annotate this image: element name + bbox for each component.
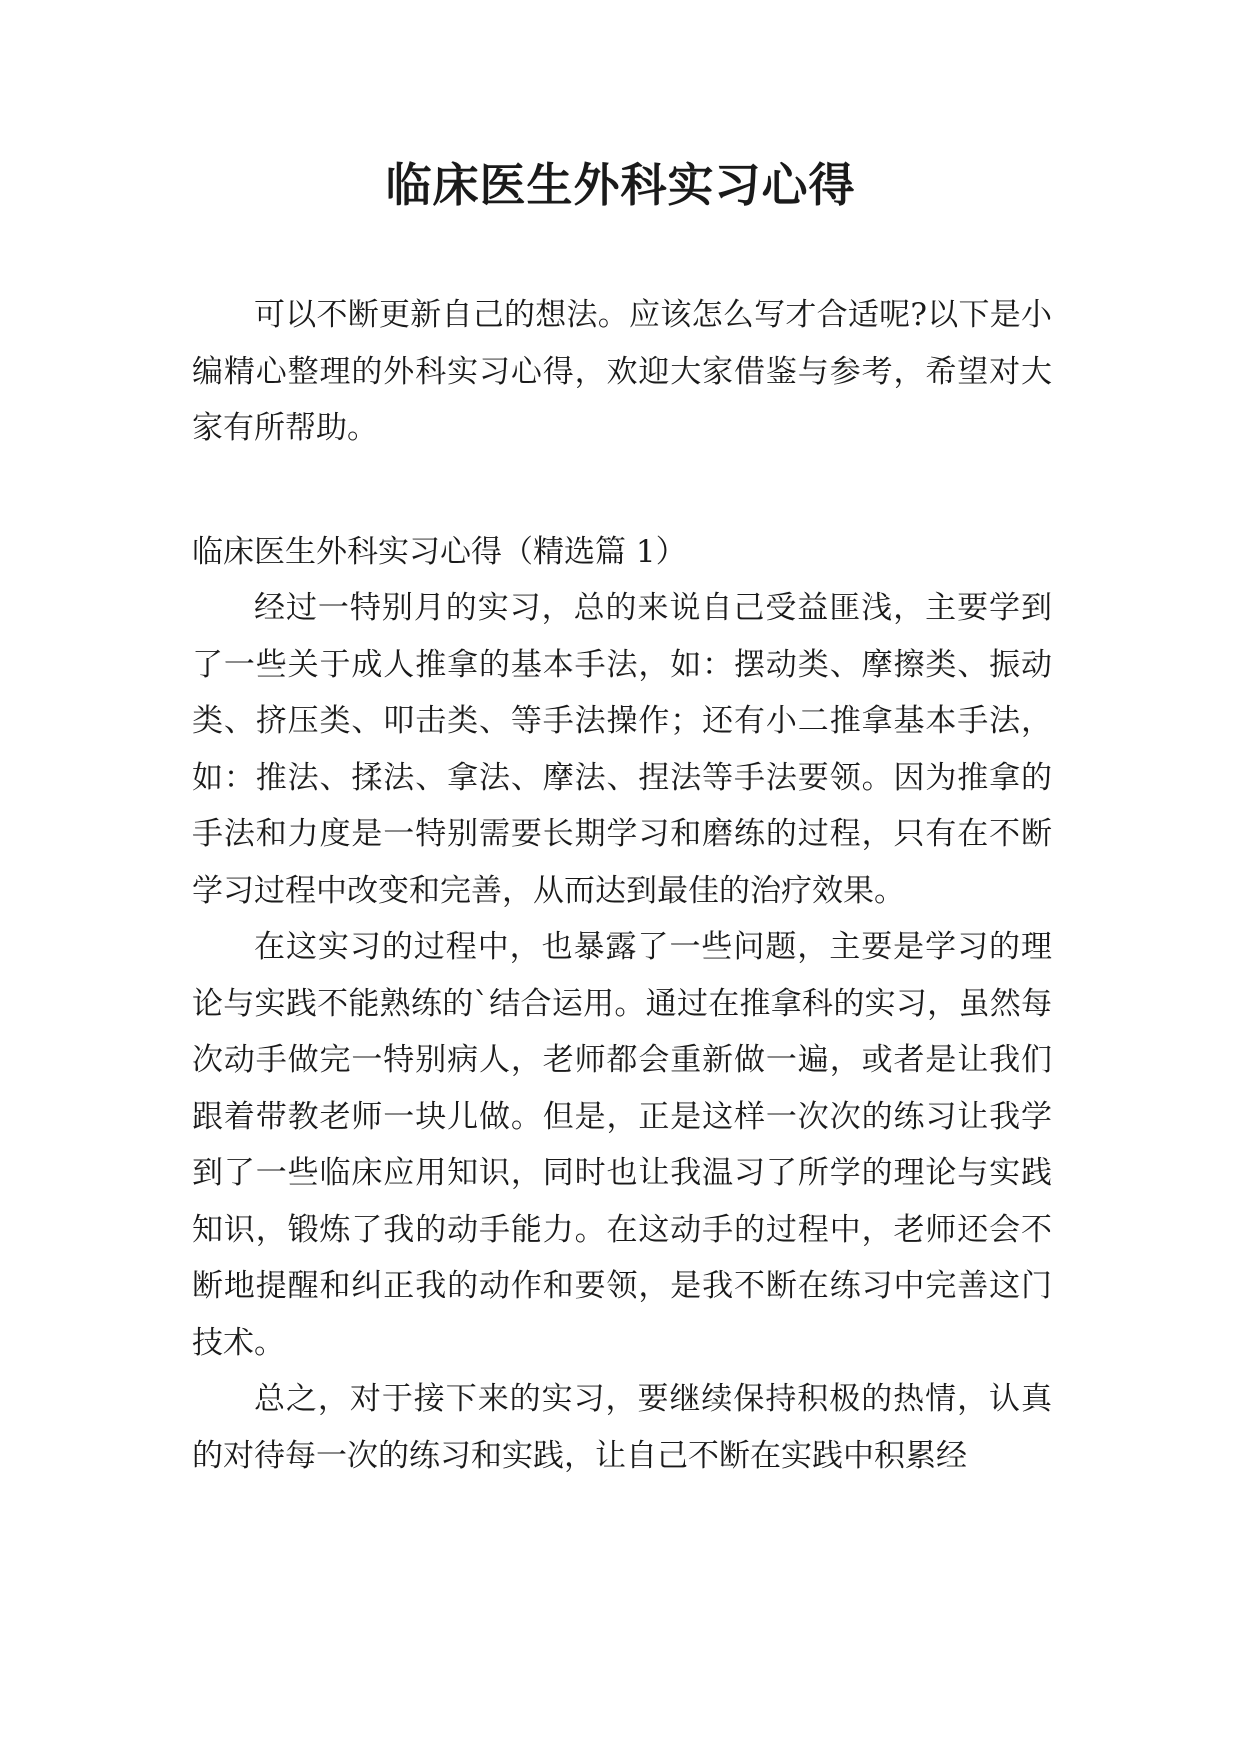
body-paragraph-1: 经过一特别月的实习，总的来说自己受益匪浅，主要学到了一些关于成人推拿的基本手法，如：摆动类、摩擦类、振动类、挤压类、叩击类、等手法操作；还有小二推拿基本手法，如：推法、揉法、拿法、摩法、捏法等手法要领。因为推拿的手法和力度是一特别需要长期学习和磨练的过程，只有在不断学习过程中改变和完善，从而达到最佳的治疗效果。 xyxy=(192,590,1052,909)
document-title: 临床医生外科实习心得 xyxy=(385,158,856,212)
document-body xyxy=(192,287,1052,1484)
intro-paragraph: 可以不断更新自己的想法。应该怎么写才合适呢?以下是小编精心整理的外科实习心得，欢迎大家借鉴与参考，希望对大家有所帮助。 xyxy=(192,297,1052,446)
body-paragraph-2: 在这实习的过程中，也暴露了一些问题，主要是学习的理论与实践不能熟练的`结合运用。通过在推拿科的实习，虽然每次动手做完一特别病人，老师都会重新做一遍，或者是让我们跟着带教老师一块儿做。但是，正是这样一次次的练习让我学到了一些临床应用知识，同时也让我温习了所学的理论与实践知识，锻炼了我的动手能力。在这动手的过程中，老师还会不断地提醒和纠正我的动作和要领，是我不断在练习中完善这门技术。 xyxy=(192,929,1052,1361)
section-heading: 临床医生外科实习心得（精选篇 1） xyxy=(192,533,687,570)
body-paragraph-3: 总之，对于接下来的实习，要继续保持积极的热情，认真的对待每一次的练习和实践，让自己不断在实践中积累经 xyxy=(192,1381,1052,1474)
spacer xyxy=(192,457,1052,524)
